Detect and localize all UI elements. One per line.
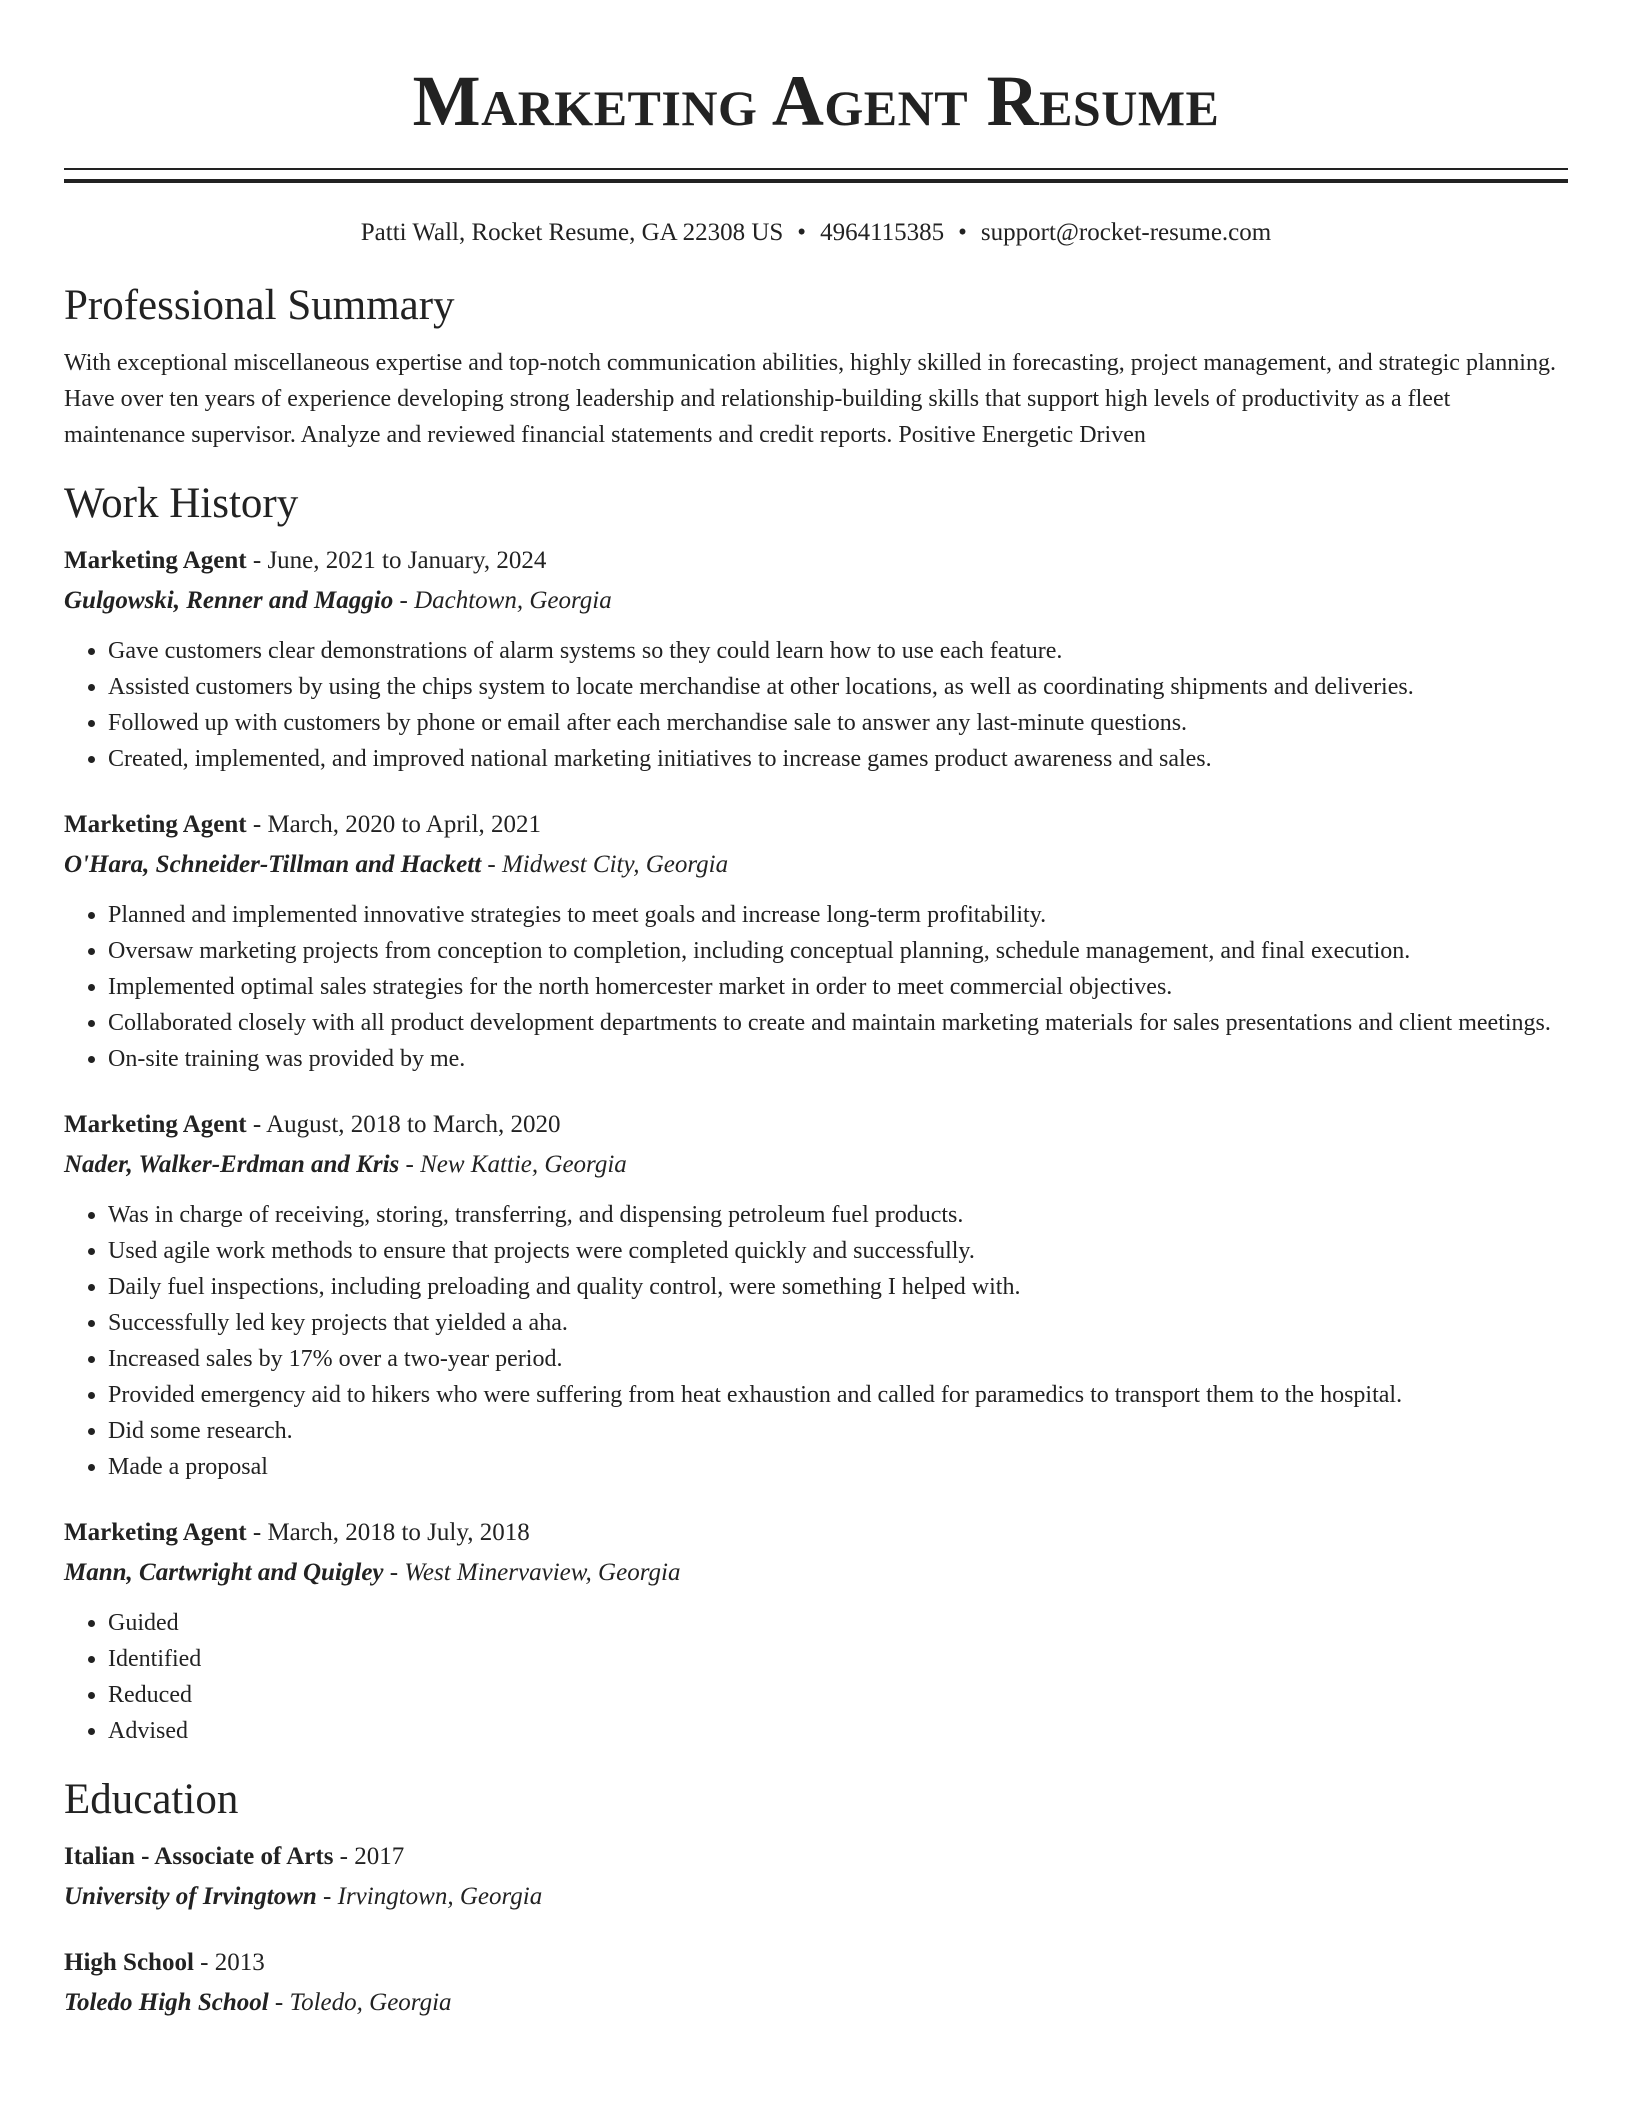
job-dates: March, 2020 to April, 2021 bbox=[267, 811, 542, 838]
education-school-line: Toledo High School - Toledo, Georgia bbox=[64, 1989, 452, 2016]
education-list bbox=[64, 1841, 1568, 2019]
education-entry bbox=[64, 1841, 1568, 1913]
job-company-line: Gulgowski, Renner and Maggio - Dachtown, Georgia bbox=[64, 587, 612, 614]
job-duties bbox=[64, 1197, 1568, 1485]
duty-item: • Identified bbox=[108, 1641, 1568, 1677]
job-company: Mann, Cartwright and Quigley bbox=[64, 1559, 384, 1586]
education-degree: Italian - Associate of Arts bbox=[64, 1843, 334, 1870]
contact-address: Patti Wall, Rocket Resume, GA 22308 US bbox=[360, 219, 784, 246]
duty-item: • Implemented optimal sales strategies for the north homercester market in order to meet commercial objectives. bbox=[108, 969, 1568, 1005]
education-degree-line: High School - 2013 bbox=[64, 1949, 265, 1976]
job-title-line: Marketing Agent - June, 2021 to January, 2024 bbox=[64, 547, 547, 574]
job-location: Midwest City, Georgia bbox=[501, 851, 729, 878]
job-entry bbox=[64, 1109, 1568, 1485]
education-year: 2013 bbox=[214, 1949, 265, 1976]
duty-item: • Assisted customers by using the chips system to locate merchandise at other locations, as well as coordinating shipments and deliveries. bbox=[108, 669, 1568, 705]
education-location: Toledo, Georgia bbox=[289, 1989, 452, 2016]
job-location: West Minervaview, Georgia bbox=[404, 1559, 681, 1586]
job-dates: August, 2018 to March, 2020 bbox=[266, 1111, 561, 1138]
job-entry bbox=[64, 545, 1568, 777]
education-school-line: University of Irvingtown - Irvingtown, Georgia bbox=[64, 1883, 543, 1910]
job-duties bbox=[64, 1605, 1568, 1749]
duty-item: • Did some research. bbox=[108, 1413, 1568, 1449]
duty-item: • Advised bbox=[108, 1713, 1568, 1749]
education-entry bbox=[64, 1947, 1568, 2019]
duty-item: • Was in charge of receiving, storing, transferring, and dispensing petroleum fuel products. bbox=[108, 1197, 1568, 1233]
job-entry bbox=[64, 1517, 1568, 1749]
duty-item: • Planned and implemented innovative strategies to meet goals and increase long-term profitability. bbox=[108, 897, 1568, 933]
summary-text: With exceptional miscellaneous expertise and top-notch communication abilities, highly skilled in forecasting, project management, and strategic planning. Have over ten years of experience developing strong leadership and relationship-building skills that support high levels of productivity as a fleet maintenance supervisor. Analyze and reviewed financial statements and credit reports. Positive Energetic Driven bbox=[64, 350, 1556, 448]
job-location: Dachtown, Georgia bbox=[414, 587, 612, 614]
summary-heading: Professional Summary bbox=[64, 282, 455, 329]
education-heading: Education bbox=[64, 1776, 239, 1823]
job-list bbox=[64, 545, 1568, 1749]
job-title-line: Marketing Agent - March, 2018 to July, 2018 bbox=[64, 1519, 530, 1546]
job-role: Marketing Agent bbox=[64, 547, 247, 574]
work-history-heading: Work History bbox=[64, 480, 299, 527]
job-company-line: Mann, Cartwright and Quigley - West Minervaview, Georgia bbox=[64, 1559, 681, 1586]
job-company: O'Hara, Schneider-Tillman and Hackett bbox=[64, 851, 482, 878]
contact-phone: 4964115385 bbox=[820, 219, 945, 246]
contact-separator: • bbox=[797, 219, 807, 246]
duty-item: • Increased sales by 17% over a two-year period. bbox=[108, 1341, 1568, 1377]
duty-item: • Daily fuel inspections, including preloading and quality control, were something I helped with. bbox=[108, 1269, 1568, 1305]
duty-item: • Collaborated closely with all product development departments to create and maintain marketing materials for sales presentations and client meetings. bbox=[108, 1005, 1568, 1041]
contact-line bbox=[64, 217, 1568, 249]
duty-item: • Oversaw marketing projects from conception to completion, including conceptual planning, schedule management, and final execution. bbox=[108, 933, 1568, 969]
job-role: Marketing Agent bbox=[64, 811, 247, 838]
job-duties bbox=[64, 633, 1568, 777]
job-company: Gulgowski, Renner and Maggio bbox=[64, 587, 394, 614]
job-company-line: Nader, Walker-Erdman and Kris - New Kattie, Georgia bbox=[64, 1151, 627, 1178]
job-location: New Kattie, Georgia bbox=[420, 1151, 627, 1178]
job-company: Nader, Walker-Erdman and Kris bbox=[64, 1151, 400, 1178]
job-title-line: Marketing Agent - March, 2020 to April, 2021 bbox=[64, 811, 542, 838]
duty-item: • Used agile work methods to ensure that projects were completed quickly and successfully. bbox=[108, 1233, 1568, 1269]
education-location: Irvingtown, Georgia bbox=[337, 1883, 543, 1910]
education-degree-line: Italian - Associate of Arts - 2017 bbox=[64, 1843, 405, 1870]
duty-item: • Guided bbox=[108, 1605, 1568, 1641]
duty-item: • On-site training was provided by me. bbox=[108, 1041, 1568, 1077]
job-role: Marketing Agent bbox=[64, 1111, 247, 1138]
resume-title: Marketing Agent Resume bbox=[412, 61, 1220, 141]
job-duties bbox=[64, 897, 1568, 1077]
title-divider bbox=[64, 168, 1568, 183]
contact-email: support@rocket-resume.com bbox=[980, 219, 1272, 246]
job-title-line: Marketing Agent - August, 2018 to March, 2020 bbox=[64, 1111, 561, 1138]
duty-item: • Followed up with customers by phone or email after each merchandise sale to answer any last-minute questions. bbox=[108, 705, 1568, 741]
job-company-line: O'Hara, Schneider-Tillman and Hackett - Midwest City, Georgia bbox=[64, 851, 729, 878]
duty-item: • Provided emergency aid to hikers who were suffering from heat exhaustion and called for paramedics to transport them to the hospital. bbox=[108, 1377, 1568, 1413]
education-school: University of Irvingtown bbox=[64, 1883, 317, 1910]
job-entry bbox=[64, 809, 1568, 1077]
duty-item: • Created, implemented, and improved national marketing initiatives to increase games product awareness and sales. bbox=[108, 741, 1568, 777]
job-role: Marketing Agent bbox=[64, 1519, 247, 1546]
job-dates: March, 2018 to July, 2018 bbox=[267, 1519, 530, 1546]
contact-separator: • bbox=[958, 219, 967, 246]
education-year: 2017 bbox=[354, 1843, 405, 1870]
job-dates: June, 2021 to January, 2024 bbox=[267, 547, 547, 574]
duty-item: • Made a proposal bbox=[108, 1449, 1568, 1485]
duty-item: • Successfully led key projects that yielded a aha. bbox=[108, 1305, 1568, 1341]
duty-item: • Reduced bbox=[108, 1677, 1568, 1713]
duty-item: • Gave customers clear demonstrations of alarm systems so they could learn how to use each feature. bbox=[108, 633, 1568, 669]
education-degree: High School bbox=[64, 1949, 194, 1976]
education-school: Toledo High School bbox=[64, 1989, 269, 2016]
